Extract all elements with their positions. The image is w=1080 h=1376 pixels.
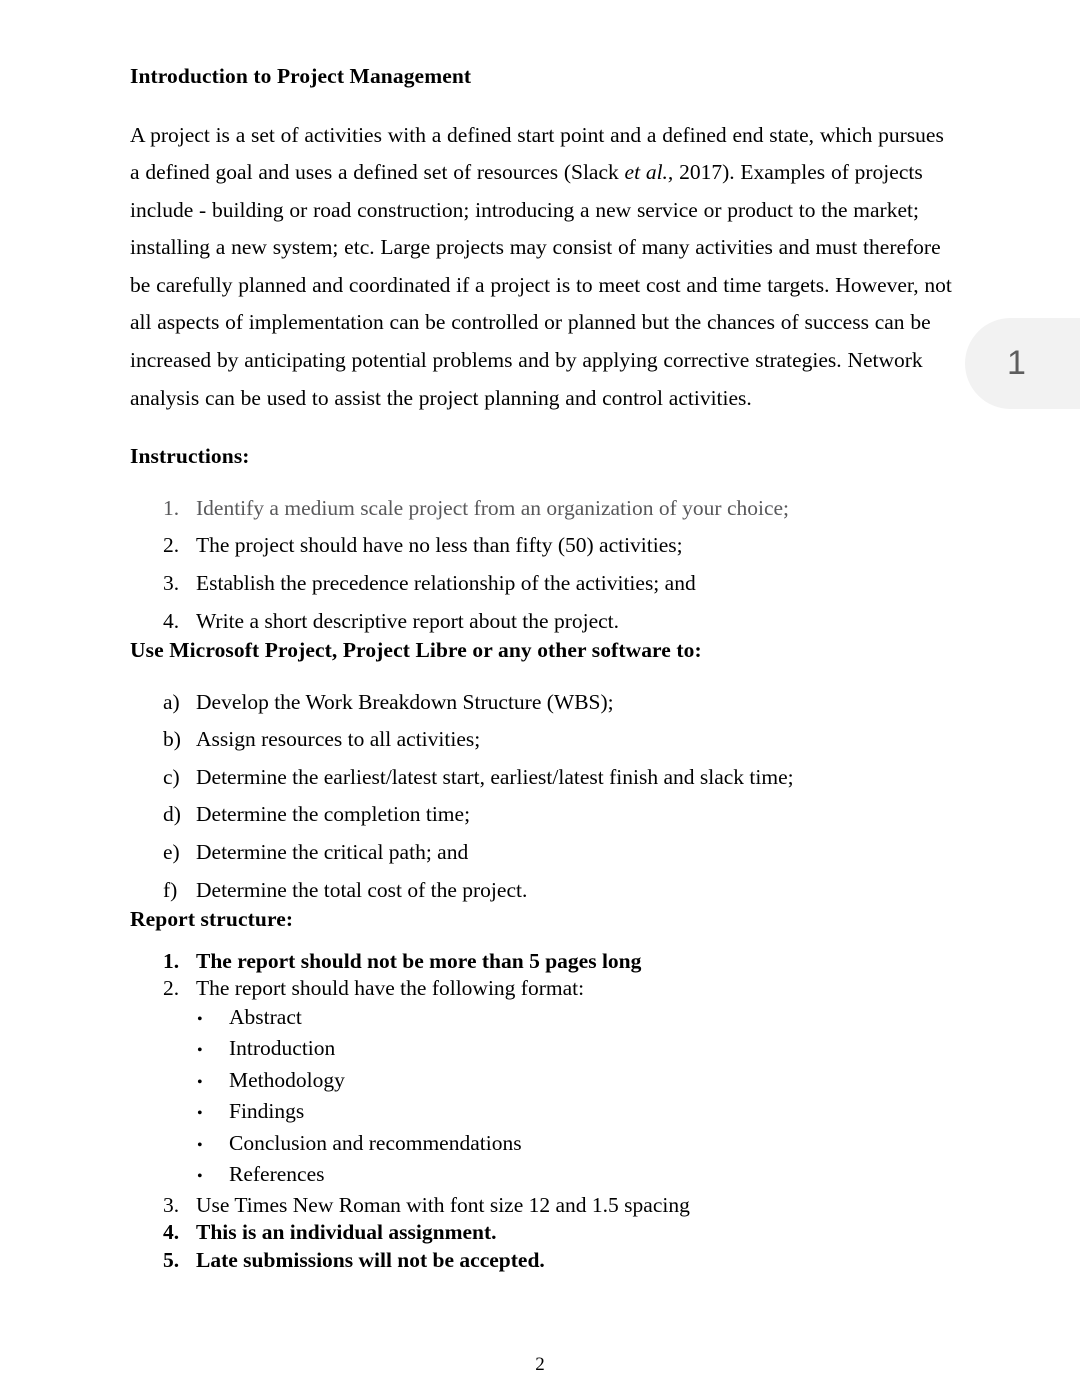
list-item-label: Establish the precedence relationship of the activities; and [196, 570, 696, 595]
list-item [130, 1097, 952, 1129]
list-item-marker: 3. [163, 1192, 180, 1217]
instructions-heading: Instructions: [130, 444, 250, 469]
list-item-marker: a) [163, 689, 180, 714]
list-item-label: Develop the Work Breakdown Structure (WBS); [196, 689, 614, 714]
list-item-label: Findings [229, 1099, 305, 1124]
list-item [130, 490, 952, 528]
list-item-label: The report should not be more than 5 pages long [196, 948, 642, 973]
report-structure-heading: Report structure: [130, 907, 294, 932]
list-item [130, 603, 952, 641]
list-item-label: Use Times New Roman with font size 12 and 1.5 spacing [196, 1192, 690, 1217]
software-task-list [130, 684, 952, 910]
list-item-marker: 3. [163, 570, 180, 595]
intro-paragraph-citation-italic: et al., [624, 160, 674, 185]
bullet-icon: • [197, 1105, 203, 1123]
list-item-label: References [229, 1162, 325, 1187]
list-item-label: Determine the critical path; and [196, 840, 469, 864]
list-item [130, 565, 952, 603]
list-item-label: This is an individual assignment. [196, 1220, 497, 1245]
list-item-label: The project should have no less than fifty (50) activities; [196, 533, 683, 558]
list-item-label: The report should have the following format: [196, 976, 585, 1001]
list-item-marker: 1. [163, 948, 180, 973]
list-item [130, 721, 952, 759]
report-format-bullet-list [130, 1003, 952, 1192]
list-item [130, 948, 952, 976]
list-item-marker: f) [163, 877, 178, 902]
list-item [130, 527, 952, 565]
intro-paragraph [130, 117, 952, 418]
list-item-label: Conclusion and recommendations [229, 1130, 522, 1155]
bullet-icon: • [197, 1168, 203, 1186]
page-title: Introduction to Project Management [130, 64, 472, 88]
list-item-label: Write a short descriptive report about the project. [196, 608, 620, 633]
instructions-list [130, 490, 952, 640]
bullet-icon: • [197, 1136, 203, 1154]
list-item-label: Identify a medium scale project from an organization of your choice; [196, 495, 790, 520]
list-item-marker: 2. [163, 976, 180, 1001]
list-item-label: Methodology [229, 1067, 345, 1092]
bullet-icon: • [197, 1042, 203, 1060]
list-item-label: Determine the completion time; [196, 802, 471, 827]
list-item [130, 684, 952, 722]
list-item [130, 1192, 952, 1220]
bullet-icon: • [197, 1073, 203, 1091]
footer-page-number: 2 [535, 1354, 545, 1375]
list-item-marker: 5. [163, 1247, 180, 1272]
list-item [130, 1129, 952, 1161]
list-item-marker: b) [163, 727, 181, 752]
intro-paragraph-part1: A project is a set of activities with a defined start point and a defined end state, which pursues a defined goal and uses a defined set of resources (Slack [130, 122, 944, 185]
intro-paragraph-part2: 2017). Examples of projects include - building or road construction; introducing a new service or product to the market; installing a new system; etc. Large projects may consist of many activities and must therefore be carefully planned and coordinated if a project is to meet cost and time targets. However, not all aspects of implementation can be controlled or planned but the chances of success can be increased by anticipating potential problems and by applying corrective strategies. Network analysis can be used to assist the project planning and control activities. [130, 160, 952, 410]
list-item-marker: e) [163, 840, 180, 864]
list-item-label: Introduction [229, 1036, 336, 1061]
list-item-marker: 2. [163, 533, 180, 558]
list-item [130, 1247, 952, 1275]
list-item [130, 872, 952, 910]
list-item [130, 1034, 952, 1066]
list-item [130, 759, 952, 797]
list-item [130, 796, 952, 834]
list-item [130, 975, 952, 1003]
list-item-label: Determine the earliest/latest start, earliest/latest finish and slack time; [196, 764, 794, 789]
list-item-label: Abstract [229, 1004, 302, 1029]
list-item [130, 1003, 952, 1035]
list-item [130, 1160, 952, 1192]
list-item-marker: d) [163, 802, 181, 827]
list-item-label: Late submissions will not be accepted. [196, 1247, 545, 1272]
page-indicator-value: 1 [1007, 344, 1026, 382]
report-structure-list [130, 948, 952, 1275]
list-item [130, 1066, 952, 1098]
list-item-marker: c) [163, 764, 180, 789]
page-indicator-badge[interactable] [965, 318, 1080, 409]
list-item-marker: 4. [163, 608, 180, 633]
list-item-marker: 4. [163, 1220, 180, 1245]
bullet-icon: • [197, 1010, 203, 1028]
list-item-marker: 1. [163, 495, 180, 520]
list-item [130, 1219, 952, 1247]
list-item-label: Assign resources to all activities; [196, 727, 481, 752]
document-content [130, 66, 952, 1274]
list-item-label: Determine the total cost of the project. [196, 877, 528, 902]
list-item [130, 834, 952, 872]
software-section-heading: Use Microsoft Project, Project Libre or any other software to: [130, 638, 702, 663]
